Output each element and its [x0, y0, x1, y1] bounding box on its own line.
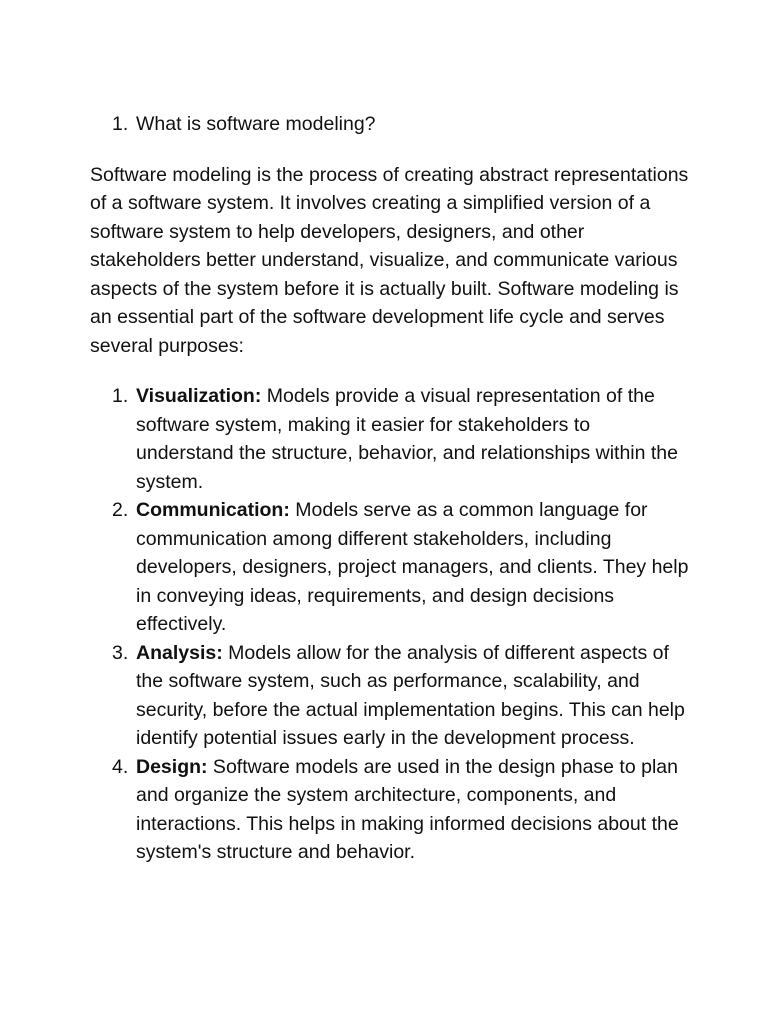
question-text: What is software modeling? — [136, 113, 376, 135]
list-item-term: Design: — [136, 755, 208, 778]
list-item-visualization — [112, 382, 690, 496]
list-item-term: Communication: — [136, 499, 290, 521]
question-number: 1. — [112, 113, 129, 135]
list-item-number: 1. — [112, 385, 129, 407]
purposes-list — [90, 382, 690, 867]
list-item-number: 3. — [112, 641, 129, 664]
list-item-text: Models allow for the analysis of different aspects of the software system, such as performance, scalability, and security, before the actual implementation begins. This can help identify potential issues early in the development process. — [136, 641, 685, 749]
document-content — [90, 110, 690, 867]
list-item-communication — [112, 496, 690, 639]
list-item-text: Models serve as a common language for communication among different stakeholders, including developers, designers, project managers, and clients. They help in conveying ideas, requirements, and design decisions effectively. — [136, 499, 689, 635]
list-item-number: 2. — [112, 499, 129, 521]
list-item-term: Visualization: — [136, 385, 262, 407]
list-item-term: Analysis: — [136, 641, 223, 664]
list-item-analysis — [112, 639, 690, 753]
question-heading — [112, 110, 690, 139]
list-item-number: 4. — [112, 755, 129, 778]
list-item-body — [136, 382, 690, 496]
list-item-body — [136, 639, 690, 753]
list-item-text: Software models are used in the design phase to plan and organize the system architecture, components, and interactions. This helps in making informed decisions about the system's structure and behavior. — [136, 755, 679, 863]
list-item-text: Models provide a visual representation of the software system, making it easier for stakeholders to understand the structure, behavior, and relationships within the system. — [136, 385, 679, 493]
intro-paragraph: Software modeling is the process of creating abstract representations of a software system. It involves creating a simplified version of a software system to help developers, designers, and other stakeholders better understand, visualize, and communicate various aspects of the system before it is actually built. Software modeling is an essential part of the software development life cycle and serves several purposes: — [90, 163, 689, 357]
list-item-body — [136, 753, 690, 867]
list-item-design — [112, 753, 690, 867]
list-item-body — [136, 496, 690, 639]
